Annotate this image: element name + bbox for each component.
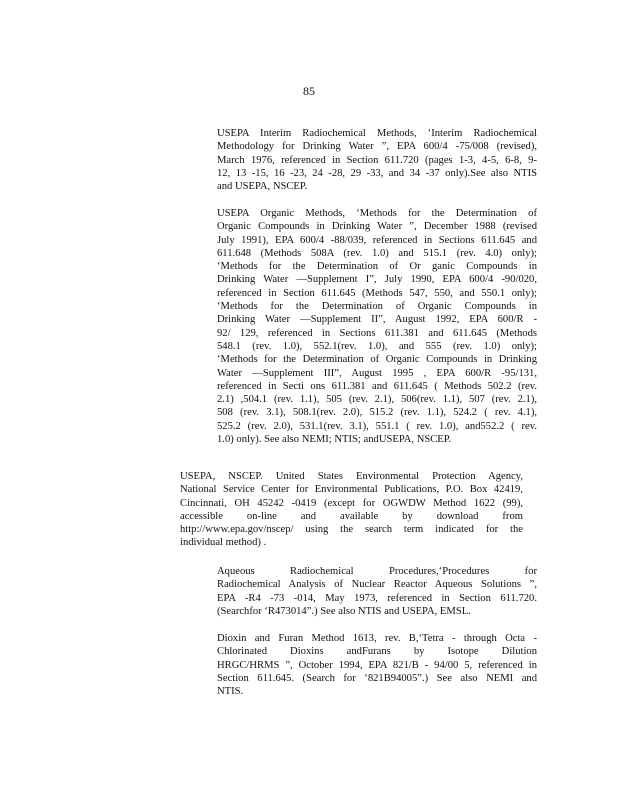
- entry-line: Drinking Water —Supplement II”, August 1992, EPA 600/R -: [217, 314, 537, 326]
- entry-line: 508 (rev. 3.1), 508.1(rev. 2.0), 515.2 (rev. 1.1), 524.2 ( rev. 4.1),: [217, 407, 537, 419]
- entry-line: referenced in Secti ons 611.381 and 611.645 ( Methods 502.2 (rev.: [217, 380, 537, 392]
- entry-line: 611.648 (Methods 508A (rev. 1.0) and 515.1 (rev. 4.0) only);: [217, 247, 537, 259]
- entry-line: Organic Compounds in Drinking Water ”, December 1988 (revised: [217, 221, 537, 233]
- entry-line: (Searchfor ‘R473014”.) See also NTIS and USEPA, EMSL.: [217, 605, 471, 617]
- entry-line: Dioxin and Furan Method 1613, rev. B,‘Tetra - through Octa -: [217, 633, 537, 644]
- entry-line: Water —Supplement III”, August 1995 , EPA 600/R -95/131,: [217, 367, 537, 379]
- reference-entry-usepa-organic-methods: [217, 207, 537, 446]
- entry-line: http://www.epa.gov/nscep/ using the search term indicated for the: [180, 524, 523, 536]
- entry-line: March 1976, referenced in Section 611.720 (pages 1-3, 4-5, 6-8, 9-: [217, 154, 537, 166]
- entry-line: referenced in Section 611.645 (Methods 547, 550, and 550.1 only);: [217, 287, 537, 299]
- entry-line: accessible on-line and available by download from: [180, 510, 523, 522]
- entry-line: EPA -R4 -73 -014, May 1973, referenced in Section 611.720.: [217, 592, 537, 604]
- reference-entry-aqueous-radiochemical-procedures: [217, 565, 537, 618]
- reference-entry-dioxin-furan-method-1613: [217, 632, 537, 698]
- page-number: 85: [303, 84, 315, 98]
- reference-entry-usepa-nscep: [180, 470, 523, 550]
- reference-entry-usepa-interim-radiochemical: [217, 127, 537, 193]
- entry-line: 2.1) ,504.1 (rev. 1.1), 505 (rev. 2.1), 506(rev. 1.1), 507 (rev. 2.1),: [217, 394, 537, 406]
- entry-line: NTIS.: [217, 686, 244, 698]
- entry-line: Radiochemical Analysis of Nuclear Reactor Aqueous Solutions ”,: [217, 579, 537, 591]
- entry-line: Section 611.645. (Search for ‘821B94005”.) See also NEMI and: [217, 672, 537, 684]
- entry-line: ‘Methods for the Determination of Organic Compounds in: [217, 301, 537, 313]
- entry-line: 525.2 (rev. 2.0), 531.1(rev. 3.1), 551.1 ( rev. 1.0), and552.2 ( rev.: [217, 420, 537, 432]
- entry-line: HRGC/HRMS ”, October 1994, EPA 821/B - 94/00 5, referenced in: [217, 659, 537, 671]
- entry-line: Cincinnati, OH 45242 -0419 (except for OGWDW Method 1622 (99),: [180, 497, 523, 509]
- entry-line: Aqueous Radiochemical Procedures,‘Procedures for: [217, 566, 537, 577]
- entry-line: USEPA, NSCEP. United States Environmental Protection Agency,: [180, 471, 523, 482]
- entry-line: and USEPA, NSCEP.: [217, 181, 308, 193]
- entry-line: ‘Methods for the Determination of Organic Compounds in Drinking: [217, 354, 537, 366]
- entry-line: USEPA Interim Radiochemical Methods, ‘Interim Radiochemical: [217, 128, 537, 139]
- entry-line: National Service Center for Environmental Publications, P.O. Box 42419,: [180, 484, 523, 496]
- entry-line: Methodology for Drinking Water ”, EPA 600/4 -75/008 (revised),: [217, 141, 537, 153]
- entry-line: 548.1 (rev. 1.0), 552.1(rev. 1.0), and 555 (rev. 1.0) only);: [217, 340, 537, 352]
- entry-line: 1.0) only). See also NEMI; NTIS; andUSEPA, NSCEP.: [217, 434, 452, 446]
- entry-line: July 1991), EPA 600/4 -88/039, referenced in Sections 611.645 and: [217, 234, 537, 246]
- entry-line: USEPA Organic Methods, ‘Methods for the Determination of: [217, 208, 537, 219]
- entry-line: Drinking Water —Supplement I”, July 1990, EPA 600/4 -90/020,: [217, 274, 537, 286]
- entry-line: 12, 13 -15, 16 -23, 24 -28, 29 -33, and 34 -37 only).See also NTIS: [217, 167, 537, 179]
- entry-line: Chlorinated Dioxins andFurans by Isotope Dilution: [217, 646, 537, 658]
- entry-line: individual method) .: [180, 537, 267, 549]
- entry-line: ‘Methods for the Determination of Or ganic Compounds in: [217, 261, 537, 273]
- entry-line: 92/ 129, referenced in Sections 611.381 and 611.645 (Methods: [217, 327, 537, 339]
